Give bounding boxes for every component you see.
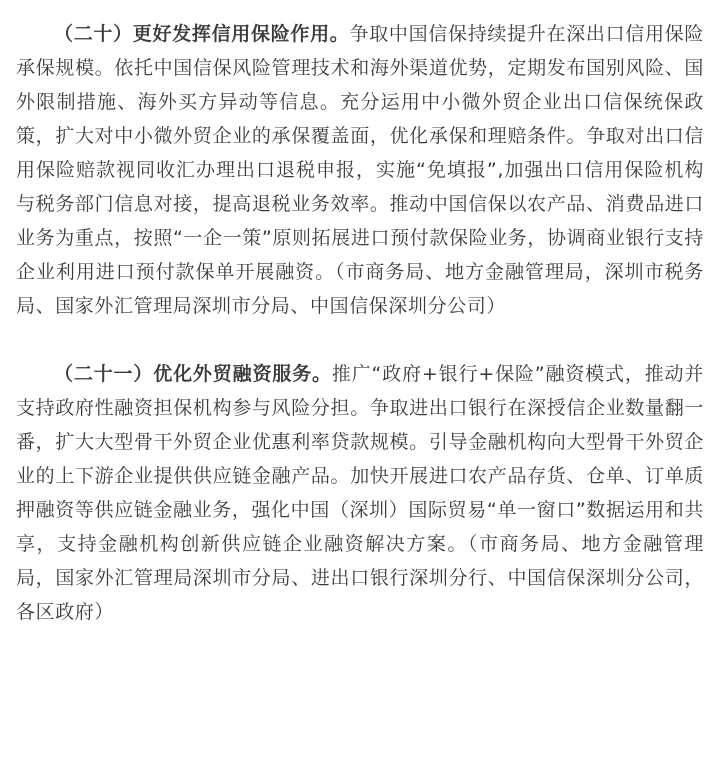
paragraph-heading: （二十一）优化外贸融资服务。: [54, 363, 332, 385]
paragraph-trade-financing: [16, 357, 704, 629]
document-body: [16, 17, 704, 629]
paragraph-credit-insurance: [16, 17, 704, 323]
paragraph-heading: （二十）更好发挥信用保险作用。: [54, 23, 350, 45]
paragraph-text: 推广“政府+银行+保险”融资模式，推动并支持政府性融资担保机构参与风险分担。争取进出口银行在深授信企业数量翻一番，扩大大型骨干外贸企业优惠利率贷款规模。引导金融机构向大型骨干外贸企业的上下游企业提供供应链金融产品。加快开展进口农产品存货、仓单、订单质押融资等供应链金融业务，强化中国（深圳）国际贸易“单一窗口”数据运用和共享，支持金融机构创新供应链企业融资解决方案。（市商务局、地方金融管理局，国家外汇管理局深圳市分局、进出口银行深圳分行、中国信保深圳分公司，各区政府）: [16, 363, 704, 623]
paragraph-text: 争取中国信保持续提升在深出口信用保险承保规模。依托中国信保风险管理技术和海外渠道优势，定期发布国别风险、国外限制措施、海外买方异动等信息。充分运用中小微外贸企业出口信保统保政策，扩大对中小微外贸企业的承保覆盖面，优化承保和理赔条件。争取对出口信用保险赔款视同收汇办理出口退税申报，实施“免填报”,加强出口信用保险机构与税务部门信息对接，提高退税业务效率。推动中国信保以农产品、消费品进口业务为重点，按照“一企一策”原则拓展进口预付款保险业务，协调商业银行支持企业利用进口预付款保单开展融资。（市商务局、地方金融管理局，深圳市税务局、国家外汇管理局深圳市分局、中国信保深圳分公司）: [16, 23, 704, 317]
